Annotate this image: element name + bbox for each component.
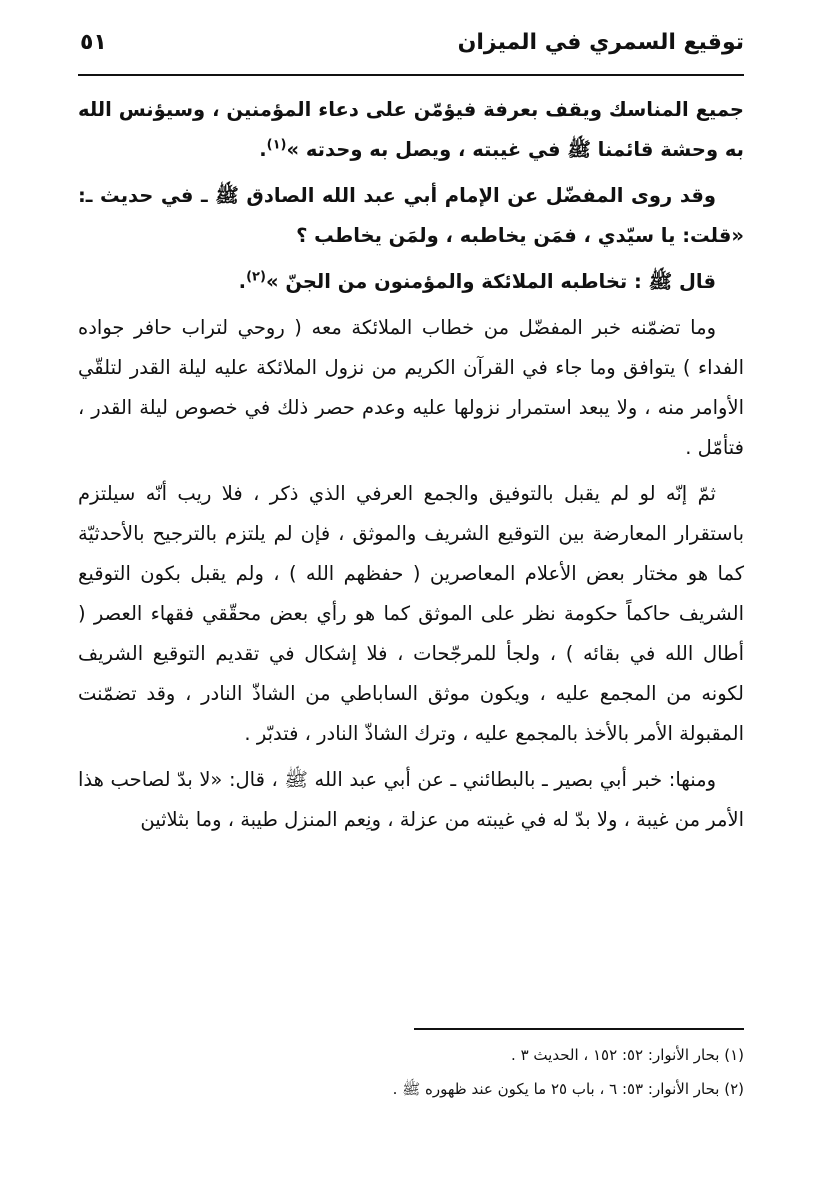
running-title: توقيع السمري في الميزان (457, 30, 744, 55)
paragraph-1 (78, 90, 744, 170)
footnote-2: (٢) بحار الأنوار: ٥٣: ٦ ، باب ٢٥ ما يكون عند ظهوره ﷺ . (392, 1080, 744, 1098)
header-rule (78, 74, 744, 76)
paragraph-6: ومنها: خبر أبي بصير ـ بالبطائني ـ عن أبي عبد الله ﷺ ، قال: «لا بدّ لصاحب هذا الأمر من غيبة ، ولا بدّ له في غيبته من عزلة ، ونِعم المنزل طيبة ، وما بثلاثين (78, 768, 744, 831)
paragraph-3 (78, 262, 744, 302)
paragraph-1-text: جميع المناسك ويقف بعرفة فيؤمّن على دعاء المؤمنين ، وسيؤنس الله به وحشة قائمنا ﷺ في غيبته ، ويصل به وحدته » (78, 98, 744, 161)
paragraph-4: وما تضمّنه خبر المفضّل من خطاب الملائكة معه ( روحي لتراب حافر جواده الفداء ) يتوافق وما جاء في القرآن الكريم من نزول الملائكة عليه ليلة القدر لتلقّي الأوامر منه ، ولا يبعد استمرار نزولها عليه وعدم حصر ذلك في خصوص ليلة القدر ، فتأمّل . (78, 316, 744, 459)
page-number: ٥١ (80, 30, 107, 55)
footnotes (78, 1038, 744, 1106)
paragraph-3-text: قال ﷺ : تخاطبه الملائكة والمؤمنون من الجنّ » (265, 270, 716, 293)
paragraph-5: ثمّ إنّه لو لم يقبل بالتوفيق والجمع العرفي الذي ذكر ، فلا ريب أنّه سيلتزم باستقرار المعارضة بين التوقيع الشريف والموثق ، فإن لم يلتزم بالترجيح بالأحدثيّة كما هو مختار بعض الأعلام المعاصرين ( حفظهم الله ) ، ولم يقبل بكون التوقيع الشريف حاكماً حكومة نظر على الموثق كما هو رأي بعض محقّقي فقهاء العصر ( أطال الله في بقائه ) ، ولجأ للمرجّحات ، فلا إشكال في تقديم التوقيع الشريف لكونه من المجمع عليه ، ويكون موثق الساباطي من الشاذّ النادر ، وقد تضمّنت المقبولة الأمر بالأخذ بالمجمع عليه ، وترك الشاذّ النادر ، فتدبّر . (78, 482, 744, 745)
footnote-1: (١) بحار الأنوار: ٥٢: ١٥٢ ، الحديث ٣ . (511, 1046, 744, 1064)
paragraph-1-end: . (259, 138, 267, 161)
footnote-ref-1[interactable]: (١) (266, 137, 287, 153)
paragraph-2: وقد روى المفضّل عن الإمام أبي عبد الله الصادق ﷺ ـ في حديث ـ: «قلت: يا سيّدي ، فمَن يخاطبه ، ولمَن يخاطب ؟ (78, 184, 744, 247)
paragraph-3-end: . (238, 270, 247, 293)
main-text (78, 90, 744, 846)
footnote-ref-2[interactable]: (٢) (246, 269, 266, 285)
footnote-rule (414, 1028, 744, 1030)
